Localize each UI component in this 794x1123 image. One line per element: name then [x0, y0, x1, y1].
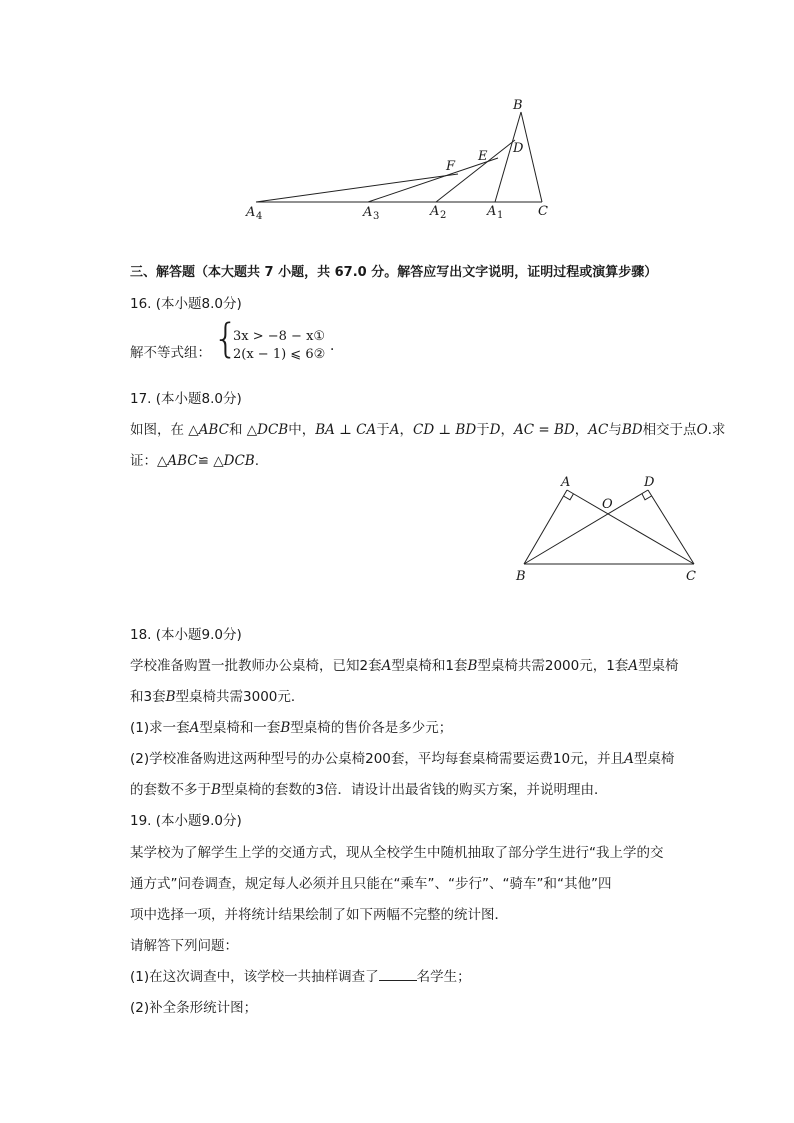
label-A4: A	[246, 205, 256, 220]
label-O: O	[602, 497, 613, 512]
segment-AB	[524, 490, 567, 564]
label-B: B	[516, 569, 526, 584]
segment-BC	[521, 112, 542, 202]
label-D: D	[644, 475, 655, 490]
q18-header: 18. (本小题9.0分)	[130, 627, 242, 643]
inequality-line-1: 3x > −8 − x①	[233, 329, 326, 344]
right-angle-mark-A	[564, 494, 574, 500]
q19-line-2: 通方式”问卷调查，规定每人必须并且只能在“乘车”、“步行”、“骑车”和“其他”四	[130, 876, 612, 892]
section-heading: 三、解答题（本大题共 7 小题，共 67.0 分。解答应写出文字说明，证明过程或演算步骤）	[130, 265, 658, 280]
segment-BA1	[495, 112, 521, 202]
q16-prompt: 解不等式组：	[130, 345, 211, 361]
inequality-line-2: 2(x − 1) ⩽ 6②	[233, 347, 326, 362]
q18-line-3: (1)求一套A型桌椅和一套B型桌椅的售价各是多少元；	[130, 720, 453, 736]
q19-line-3: 项中选择一项，并将统计结果绘制了如下两幅不完整的统计图．	[130, 907, 508, 923]
triangle-chain-figure	[240, 95, 570, 225]
q19-header: 19. (本小题9.0分)	[130, 813, 242, 829]
q17-text-line-2: 证：△ABC≌ △DCB.	[130, 453, 260, 469]
q18-line-2: 和3套B型桌椅共需3000元．	[130, 689, 305, 705]
label-A1-sub: 1	[497, 210, 504, 221]
q18-line-1: 学校准备购置一批教师办公桌椅，已知2套A型桌椅和1套B型桌椅共需2000元，1套A型桌椅	[130, 658, 679, 674]
label-C: C	[686, 569, 696, 584]
crossed-triangles-figure	[510, 470, 710, 590]
segment-DC	[648, 490, 694, 564]
q18-line-4: (2)学校准备购进这两种型号的办公桌椅200套，平均每套桌椅需要运费10元，并且A型桌椅	[130, 751, 675, 767]
label-A3: A	[363, 205, 373, 220]
q16-end-dot: .	[330, 338, 335, 354]
label-D: D	[513, 141, 524, 156]
q17-header: 17. (本小题8.0分)	[130, 391, 242, 407]
q19-line-6: (2)补全条形统计图；	[130, 1000, 258, 1016]
q17-text-line-1: 如图，在 △ABC和 △DCB中，BA ⊥ CA于A，CD ⊥ BD于D，AC = BD，AC与BD相交于点O.求	[130, 422, 726, 438]
system-brace: {	[213, 316, 239, 362]
segment-A3A4	[256, 174, 458, 202]
label-A3-sub: 3	[373, 211, 380, 222]
label-A1: A	[487, 204, 497, 219]
right-angle-mark-D	[642, 494, 652, 500]
label-A: A	[561, 475, 571, 490]
segment-A2A3	[368, 158, 498, 202]
q19-line-1: 某学校为了解学生上学的交通方式，现从全校学生中随机抽取了部分学生进行“我上学的交	[130, 845, 664, 861]
answer-blank[interactable]	[379, 968, 417, 981]
label-A2-sub: 2	[440, 210, 447, 221]
q19-line-4: 请解答下列问题：	[130, 938, 238, 954]
label-C: C	[538, 204, 548, 219]
label-F: F	[446, 159, 456, 174]
label-A4-sub: 4	[256, 211, 263, 222]
label-B: B	[513, 98, 523, 113]
q18-line-5: 的套数不多于B型桌椅的套数的3倍．请设计出最省钱的购买方案，并说明理由．	[130, 782, 608, 798]
q16-header: 16. (本小题8.0分)	[130, 296, 242, 312]
label-E: E	[478, 149, 488, 164]
label-A2: A	[430, 204, 440, 219]
q19-line-5: (1)在这次调查中，该学校一共抽样调查了 名学生；	[130, 969, 471, 985]
